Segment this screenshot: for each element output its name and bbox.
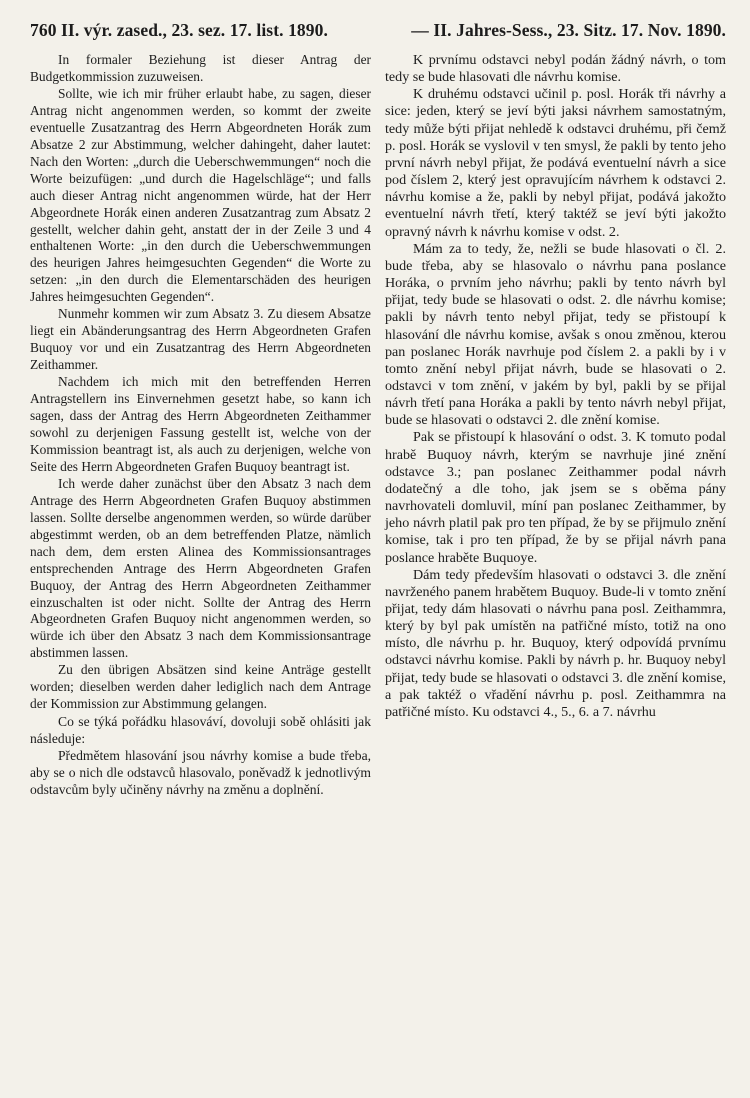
text-columns bbox=[30, 52, 726, 798]
left-column bbox=[30, 52, 371, 798]
paragraph: Předmětem hlasování jsou návrhy komise a bude třeba, aby se o nich dle odstavců hlasovalo, poněvadž k jednotlivým odstavcům byly učiněny návrhy na změnu a doplnění. bbox=[30, 748, 371, 798]
paragraph: In formaler Beziehung ist dieser Antrag der Budgetkommission zuzuweisen. bbox=[30, 52, 371, 84]
paragraph: K druhému odstavci učinil p. posl. Horák tři návrhy a sice: jeden, který se jeví býti jaksi návrhem samostatným, tedy může býti přijat nehledě k odstavci druhému, při čemž p. posl. Horák se vyslovil v ten smysl, že pakli by tento jeho první návrh nebyl přijat, že podává eventuelní návrh a sice pod číslem 2, který jest opravujícím návrhem k odstavci 2. návrhu komise a že, pakli by nebyl přijat, podává jakožto eventuelní návrh třetí, který taktéž se jeví býti jakožto opravný návrh k návrhu komise v odst. 2. bbox=[385, 86, 726, 240]
paragraph: Sollte, wie ich mir früher erlaubt habe, zu sagen, dieser Antrag nicht angenommen werden, so kommt der zweite eventuelle Zusatzantrag des Herrn Abgeordneten Horák zum Absatze 2 zur Abstimmung, welcher dahingeht, daher lautet: Nach den Worten: „durch die Ueberschwemmungen“ noch die Worte beizufügen: „und durch die Hagelschläge“; und falls auch dieser Antrag nicht angenommen würde, hat der Herr Abgeordnete Horák einen anderen Zusatzantrag zum Absatz 2 gestellt, welcher dahin geht, anstatt der in der Zeile 3 und 4 enthaltenen Worte: „in den durch die Ueberschwemmungen des heurigen Jahres heimgesuchten Gegenden“ die Worte zu setzen: „in den durch die Elementarschäden des heurigen Jahres heimgesuchten Gegenden“. bbox=[30, 85, 371, 305]
paragraph: K prvnímu odstavci nebyl podán žádný návrh, o tom tedy se bude hlasovati dle návrhu komise. bbox=[385, 52, 726, 86]
header-right: — II. Jahres-Sess., 23. Sitz. 17. Nov. 1890. bbox=[411, 20, 726, 40]
paragraph: Zu den übrigen Absätzen sind keine Anträge gestellt worden; dieselben werden daher lediglich nach dem Antrage der Kommission zur Abstimmung gelangen. bbox=[30, 662, 371, 712]
page-header bbox=[30, 10, 726, 50]
paragraph: Dám tedy především hlasovati o odstavci 3. dle znění navrženého panem hrabětem Buquoy. Bude-li v tomto znění přijat, tedy dám hlasovati o návrhu pana posl. Zeithammra, který by byl pak umístěn na patřičné místo, totiž na ono místo, dle návrhu p. hr. Buquoy, který odpovídá prvnímu odstavci návrhu komise. Pakli by návrh p. hr. Buquoy nebyl přijat, tedy bude se hlasovati o odstavci 3. dle znění komise, a pak taktéž o vřadění návrhu p. posl. Zeithammra na patřičné místo. Ku odstavci 4., 5., 6. a 7. návrhu bbox=[385, 566, 726, 720]
header-left: 760 II. výr. zased., 23. sez. 17. list. 1890. bbox=[30, 20, 328, 40]
paragraph: Nunmehr kommen wir zum Absatz 3. Zu diesem Absatze liegt ein Abänderungsantrag des Herrn Abgeordneten Grafen Buquoy vor und ein Zusatzantrag des Herrn Abgeordneten Zeithammer. bbox=[30, 306, 371, 373]
paragraph: Mám za to tedy, že, nežli se bude hlasovati o čl. 2. bude třeba, aby se hlasovalo o návrhu pana poslance Horáka, o prvním jeho návrhu; pakli by tento návrh byl přijat, tedy bude se hlasovati o odst. 2. dle návrhu komise; pakli by návrh tento nebyl přijat, tedy se přistoupí k hlasování dle návrhu komise, avšak s onou změnou, kterou pan poslanec Horák navrhuje pod číslem 2. a pakli by i v tomto znění nebyl přijat návrh, bude se hlasovati o 2. odstavci v tom znění, v jakém by byl, pakli by se přijal návrh třetí pana Horáka a pakli by tento návrh nebyl přijat, bude se hlasovati o odstavci 2. dle znění komise. bbox=[385, 240, 726, 429]
paragraph: Ich werde daher zunächst über den Absatz 3 nach dem Antrage des Herrn Abgeordneten Grafen Buquoy abstimmen lassen. Sollte derselbe angenommen werden, so würde darüber abgestimmt werden, ob an dem betreffenden Platze, nämlich nach dem, dem ersten Alinea des Kommissionsantrages entsprechenden Antrage des Herrn Abgeordneten Grafen Buquoy, der Antrag des Herrn Abgeordneten Zeithammer einzuschalten ist oder nicht. Sollte der Antrag des Herrn Abgeordneten Grafen Buquoy nicht angenommen werden, so würde ich über den Absatz 3 nach dem Kommissionsantrage abstimmen lassen. bbox=[30, 475, 371, 661]
paragraph: Nachdem ich mich mit den betreffenden Herren Antragstellern ins Einvernehmen gesetzt habe, so kann ich sagen, dass der Antrag des Herrn Abgeordneten Zeithammer sowohl zu derjenigen Fassung gestellt ist, welche von der Kommission beantragt ist, als auch zu derjenigen, welche von Seite des Herrn Abgeordneten Grafen Buquoy beantragt ist. bbox=[30, 374, 371, 474]
paragraph: Co se týká pořádku hlasováví, dovoluji sobě ohlásiti jak následuje: bbox=[30, 714, 371, 747]
paragraph: Pak se přistoupí k hlasování o odst. 3. K tomuto podal hrabě Buquoy návrh, kterým se navrhuje jiné znění odstavce 3.; pan poslanec Zeithammer podal návrh dodatečný a dle toho, jak jsem se s oběma pány navrhovateli domluvil, míní pan poslanec Zeithammer, by jeho návrh platil pak pro ten případ, že by se přijmulo znění komise, tak i pro ten případ, že by se přijal návrh pana poslance hraběte Buquoye. bbox=[385, 429, 726, 566]
right-column bbox=[385, 52, 726, 798]
